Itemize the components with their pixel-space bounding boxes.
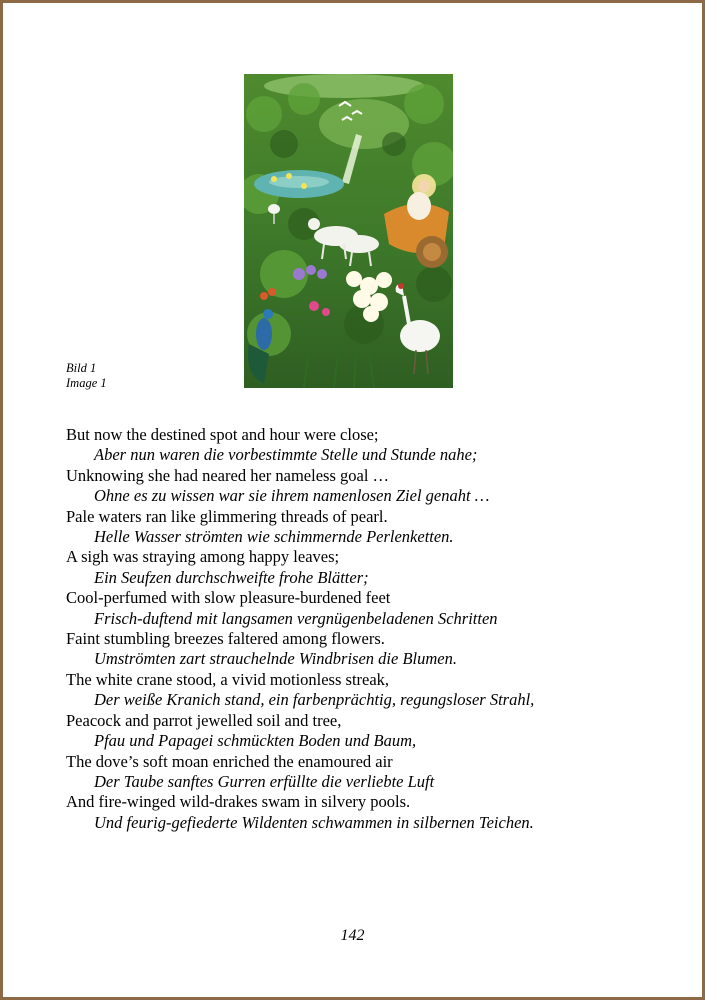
poem-line-german: Der Taube sanftes Gurren erfüllte die verliebte Luft: [94, 771, 435, 791]
poem-line-english: And fire-winged wild-drakes swam in silvery pools.: [66, 792, 411, 812]
figure-caption: [66, 361, 107, 391]
poem-line-english: The dove’s soft moan enriched the enamoured air: [66, 751, 393, 771]
poem-line-german: Helle Wasser strömten wie schimmernde Perlenketten.: [94, 527, 454, 547]
poem-line-english: Cool-perfumed with slow pleasure-burdened feet: [66, 588, 391, 608]
painting-image: [244, 74, 453, 388]
poem-line-english: Peacock and parrot jewelled soil and tree,: [66, 710, 342, 730]
poem-line-english: The white crane stood, a vivid motionless streak,: [66, 669, 390, 689]
poem-line-german: Ein Seufzen durchschweifte frohe Blätter;: [94, 567, 369, 587]
poem-line-english: But now the destined spot and hour were close;: [66, 425, 379, 444]
poem-text: [66, 425, 666, 833]
poem-line-english: Pale waters ran like glimmering threads of pearl.: [66, 506, 388, 526]
caption-german: Bild 1: [66, 361, 97, 375]
poem-line-german: Pfau und Papagei schmückten Boden und Baum,: [94, 731, 417, 751]
caption-english: Image 1: [66, 376, 107, 390]
poem-line-german: Ohne es zu wissen war sie ihrem namenlosen Ziel genaht …: [94, 486, 490, 506]
page-number: 142: [340, 927, 365, 944]
poem-line-german: Frisch-duftend mit langsamen vergnügenbeladenen Schritten: [94, 608, 498, 628]
poem-line-english: A sigh was straying among happy leaves;: [66, 547, 340, 567]
poem-line-german: Aber nun waren die vorbestimmte Stelle und Stunde nahe;: [94, 445, 478, 465]
poem-line-german: Umströmten zart strauchelnde Windbrisen die Blumen.: [94, 649, 457, 669]
poem-line-english: Unknowing she had neared her nameless goal …: [66, 465, 390, 485]
poem-line-german: Der weiße Kranich stand, ein farbenprächtig, regungsloser Strahl,: [94, 690, 535, 710]
poem-line-english: Faint stumbling breezes faltered among flowers.: [66, 629, 385, 649]
poem-line-german: Und feurig-gefiederte Wildenten schwammen in silbernen Teichen.: [94, 812, 534, 832]
